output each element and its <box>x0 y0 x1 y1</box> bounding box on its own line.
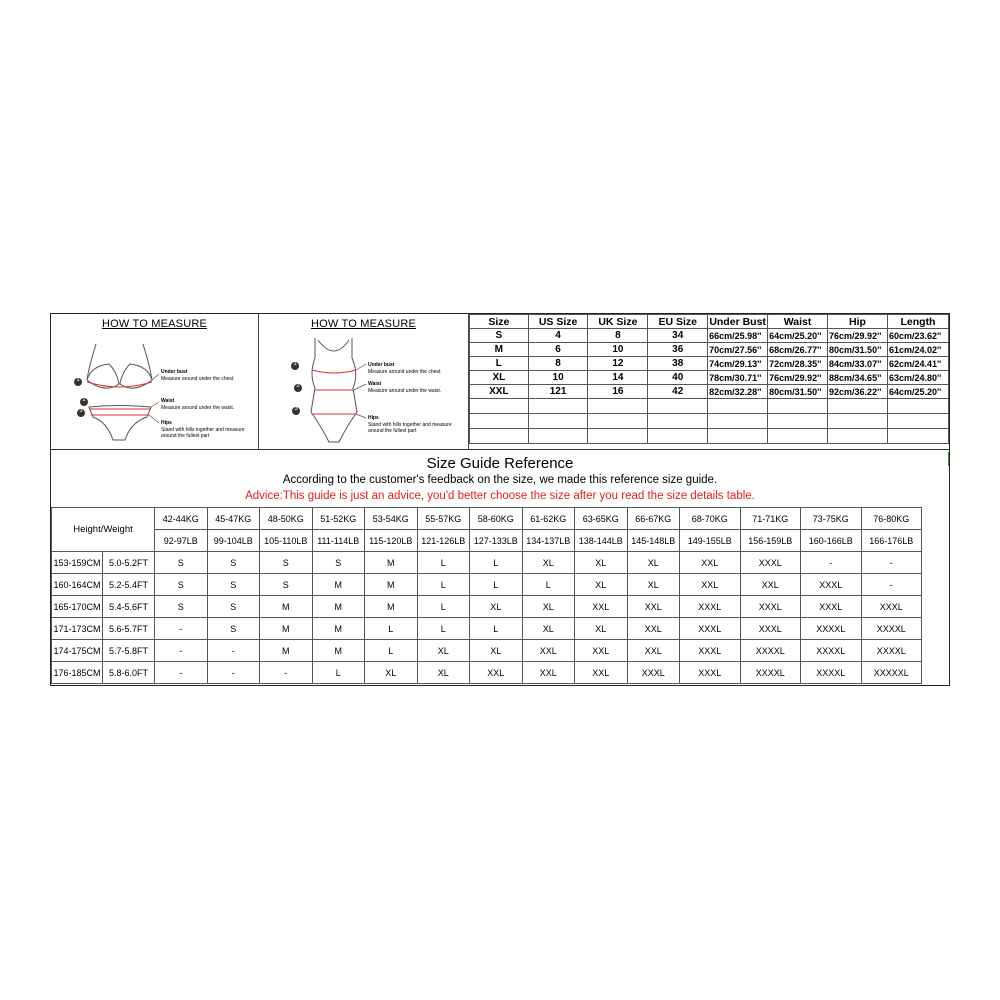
header-eu-size: EU Size <box>648 315 708 329</box>
weight-kg-cell: 68-70KG <box>680 508 741 530</box>
recommended-size-cell: L <box>417 574 470 596</box>
recommended-size-cell: XXL <box>575 640 628 662</box>
size-chart-cell: 88cm/34.65'' <box>828 371 888 385</box>
step-1-number: 1 <box>293 361 297 367</box>
recommended-size-cell: M <box>312 618 365 640</box>
size-chart-cell: 66cm/25.98'' <box>708 329 768 343</box>
size-chart-cell <box>708 399 768 414</box>
step-3-number: 3 <box>79 408 83 414</box>
weight-kg-cell: 51-52KG <box>312 508 365 530</box>
size-chart-cell <box>588 399 648 414</box>
header-hip: Hip <box>828 315 888 329</box>
size-chart-cell <box>648 399 708 414</box>
size-chart-cell <box>588 414 648 429</box>
size-guide-reference <box>51 449 949 507</box>
recommended-size-cell: M <box>312 596 365 618</box>
height-weight-body <box>52 508 922 684</box>
recommended-size-cell: XXXL <box>801 574 862 596</box>
recommended-size-cell: XL <box>575 574 628 596</box>
size-chart-cell: 74cm/29.13'' <box>708 357 768 371</box>
recommended-size-cell: XL <box>522 552 575 574</box>
size-chart-cell <box>470 429 529 444</box>
height-weight-header: Height/Weight <box>52 508 155 552</box>
weight-lb-cell: 160-166LB <box>801 530 862 552</box>
size-chart-cell: 62cm/24.41'' <box>887 357 948 371</box>
recommended-size-cell: M <box>260 640 313 662</box>
recommended-size-cell: XXL <box>575 596 628 618</box>
recommended-size-cell: XXXXL <box>801 640 862 662</box>
size-chart-cell: 6 <box>528 343 588 357</box>
height-cm-cell: 165-170CM <box>52 596 103 618</box>
recommended-size-cell: L <box>470 574 523 596</box>
recommended-size-cell: XL <box>522 596 575 618</box>
recommended-size-cell: L <box>365 618 418 640</box>
recommended-size-cell: - <box>207 662 260 684</box>
step-hips-desc-2: around the fullest part <box>161 433 210 439</box>
size-chart-cell <box>828 414 888 429</box>
recommended-size-cell: - <box>801 552 862 574</box>
recommended-size-cell: XXXL <box>740 552 801 574</box>
recommended-size-cell: L <box>312 662 365 684</box>
recommended-size-cell: XL <box>365 662 418 684</box>
weight-lb-cell: 166-176LB <box>861 530 922 552</box>
weight-lb-cell: 99-104LB <box>207 530 260 552</box>
recommended-size-cell: XXL <box>680 574 741 596</box>
size-chart-cell <box>708 414 768 429</box>
weight-lb-row <box>52 530 922 552</box>
size-chart-cell <box>528 414 588 429</box>
recommended-size-cell: S <box>207 596 260 618</box>
size-chart-row <box>470 371 949 385</box>
weight-lb-cell: 134-137LB <box>522 530 575 552</box>
weight-lb-cell: 111-114LB <box>312 530 365 552</box>
step-waist-name: Waist <box>161 398 175 404</box>
size-chart-cell: 60cm/23.62'' <box>887 329 948 343</box>
recommended-size-cell: S <box>260 574 313 596</box>
recommended-size-cell: XXL <box>470 662 523 684</box>
recommended-size-cell: S <box>207 618 260 640</box>
recommended-size-cell: M <box>365 574 418 596</box>
recommended-size-cell: M <box>365 596 418 618</box>
weight-kg-cell: 63-65KG <box>575 508 628 530</box>
step-hips-desc-2: around the fullest part <box>368 428 417 434</box>
recommended-size-cell: XXXL <box>680 596 741 618</box>
recommended-size-cell: L <box>470 618 523 640</box>
size-chart-cell <box>648 414 708 429</box>
height-ft-cell: 5.7-5.8FT <box>103 640 155 662</box>
height-cm-cell: 153-159CM <box>52 552 103 574</box>
size-chart-cell <box>887 399 948 414</box>
size-chart-cell <box>887 429 948 444</box>
size-chart-cell: 61cm/24.02'' <box>887 343 948 357</box>
recommended-size-cell: XXL <box>575 662 628 684</box>
size-chart-cell: 8 <box>528 357 588 371</box>
size-chart-cell <box>768 429 828 444</box>
recommended-size-cell: XL <box>575 552 628 574</box>
recommended-size-cell: L <box>470 552 523 574</box>
step-hips-desc: Stand with hills together and measure <box>368 422 452 428</box>
recommended-size-cell: S <box>155 574 208 596</box>
recommended-size-cell: XXXL <box>861 596 922 618</box>
size-chart-cell: 76cm/29.92'' <box>828 329 888 343</box>
size-chart-cell: 63cm/24.80'' <box>887 371 948 385</box>
step-waist-desc: Measure around under the waist. <box>161 405 235 411</box>
weight-lb-cell: 115-120LB <box>365 530 418 552</box>
weight-lb-cell: 92-97LB <box>155 530 208 552</box>
height-cm-cell: 160-164CM <box>52 574 103 596</box>
how-to-measure-onepiece-panel <box>259 314 469 449</box>
recommended-size-cell: L <box>522 574 575 596</box>
header-uk-size: UK Size <box>588 315 648 329</box>
recommended-size-cell: L <box>417 618 470 640</box>
onepiece-illustration <box>259 314 469 449</box>
size-chart-row <box>470 385 949 399</box>
panel-title: HOW TO MEASURE <box>310 318 417 330</box>
size-chart-table <box>469 314 949 444</box>
reference-advice: Advice:This guide is just an advice, you'd better choose the size after you read the size details table. <box>245 490 755 502</box>
size-chart-cell: M <box>470 343 529 357</box>
recommended-size-cell: XL <box>470 596 523 618</box>
recommended-size-cell: XL <box>627 552 680 574</box>
size-guide-sheet <box>50 313 950 686</box>
size-chart-cell <box>648 429 708 444</box>
size-chart-cell <box>768 414 828 429</box>
recommended-size-cell: M <box>260 618 313 640</box>
size-chart-empty-row <box>470 399 949 414</box>
recommended-size-cell: XXXXL <box>740 662 801 684</box>
step-underbust-desc: Measure around under the chest. <box>161 376 235 382</box>
recommended-size-cell: XXXL <box>627 662 680 684</box>
step-waist-name: Waist <box>368 381 382 387</box>
weight-kg-cell: 61-62KG <box>522 508 575 530</box>
weight-kg-cell: 66-67KG <box>627 508 680 530</box>
size-chart-cell: 42 <box>648 385 708 399</box>
size-chart-cell: 82cm/32.28'' <box>708 385 768 399</box>
size-chart-row <box>470 357 949 371</box>
recommended-size-cell: - <box>861 574 922 596</box>
size-chart-cell: S <box>470 329 529 343</box>
height-row <box>52 552 922 574</box>
weight-kg-cell: 45-47KG <box>207 508 260 530</box>
panel-title: HOW TO MEASURE <box>101 318 208 330</box>
weight-lb-cell: 149-155LB <box>680 530 741 552</box>
weight-lb-cell: 156-159LB <box>740 530 801 552</box>
height-row <box>52 662 922 684</box>
recommended-size-cell: XXXL <box>801 596 862 618</box>
size-chart-cell: XL <box>470 371 529 385</box>
height-cm-cell: 171-173CM <box>52 618 103 640</box>
recommended-size-cell: - <box>861 552 922 574</box>
height-weight-table <box>51 507 922 684</box>
size-chart-cell: 64cm/25.20'' <box>768 329 828 343</box>
size-chart-cell: 68cm/26.77'' <box>768 343 828 357</box>
size-chart-cell: 80cm/31.50'' <box>768 385 828 399</box>
recommended-size-cell: XL <box>627 574 680 596</box>
size-chart-cell <box>768 399 828 414</box>
header-us-size: US Size <box>528 315 588 329</box>
recommended-size-cell: S <box>260 552 313 574</box>
size-chart-cell <box>470 399 529 414</box>
recommended-size-cell: XXXL <box>680 640 741 662</box>
weight-lb-cell: 121-126LB <box>417 530 470 552</box>
recommended-size-cell: XXXXXL <box>861 662 922 684</box>
size-chart-cell <box>887 414 948 429</box>
size-chart-cell: 72cm/28.35'' <box>768 357 828 371</box>
size-chart-cell: XXL <box>470 385 529 399</box>
height-cm-cell: 174-175CM <box>52 640 103 662</box>
size-chart-header-row <box>470 315 949 329</box>
size-chart-cell: 84cm/33.07'' <box>828 357 888 371</box>
size-chart-cell: 80cm/31.50'' <box>828 343 888 357</box>
size-chart-cell: 92cm/36.22'' <box>828 385 888 399</box>
step-underbust-name: Under bust <box>161 369 188 375</box>
recommended-size-cell: M <box>312 640 365 662</box>
weight-kg-cell: 76-80KG <box>861 508 922 530</box>
size-chart-cell: 76cm/29.92'' <box>768 371 828 385</box>
recommended-size-cell: XL <box>417 662 470 684</box>
size-chart-cell <box>470 414 529 429</box>
size-chart-cell: 78cm/30.71'' <box>708 371 768 385</box>
recommended-size-cell: S <box>155 552 208 574</box>
size-chart-cell: 4 <box>528 329 588 343</box>
recommended-size-cell: XXXXL <box>801 662 862 684</box>
size-chart-empty-row <box>470 429 949 444</box>
step-hips-name: Hips <box>161 420 172 426</box>
recommended-size-cell: XXL <box>680 552 741 574</box>
recommended-size-cell: XXL <box>627 618 680 640</box>
step-underbust-name: Under bust <box>368 362 395 368</box>
size-chart-cell: 38 <box>648 357 708 371</box>
height-ft-cell: 5.4-5.6FT <box>103 596 155 618</box>
size-chart-cell: 36 <box>648 343 708 357</box>
header-size: Size <box>470 315 529 329</box>
step-2-number: 2 <box>82 397 86 403</box>
recommended-size-cell: - <box>155 618 208 640</box>
recommended-size-cell: L <box>365 640 418 662</box>
height-ft-cell: 5.6-5.7FT <box>103 618 155 640</box>
weight-lb-cell: 145-148LB <box>627 530 680 552</box>
height-ft-cell: 5.0-5.2FT <box>103 552 155 574</box>
size-chart-cell: 10 <box>528 371 588 385</box>
reference-description: According to the customer's feedback on the size, we made this reference size guide. <box>282 474 718 486</box>
height-row <box>52 640 922 662</box>
size-chart-cell: 121 <box>528 385 588 399</box>
recommended-size-cell: XXL <box>627 640 680 662</box>
size-chart-cell <box>828 399 888 414</box>
height-ft-cell: 5.2-5.4FT <box>103 574 155 596</box>
size-chart-cell: 10 <box>588 343 648 357</box>
size-chart-body <box>470 329 949 444</box>
height-row <box>52 618 922 640</box>
weight-kg-cell: 48-50KG <box>260 508 313 530</box>
recommended-size-cell: S <box>207 552 260 574</box>
size-chart-empty-row <box>470 414 949 429</box>
recommended-size-cell: M <box>260 596 313 618</box>
recommended-size-cell: - <box>260 662 313 684</box>
weight-lb-cell: 138-144LB <box>575 530 628 552</box>
step-underbust-desc: Measure around under the chest. <box>368 369 442 375</box>
recommended-size-cell: XXL <box>522 662 575 684</box>
step-waist-desc: Measure around under the waist. <box>368 388 442 394</box>
step-3-number: 3 <box>294 406 298 412</box>
size-chart-cell: 8 <box>588 329 648 343</box>
weight-kg-cell: 53-54KG <box>365 508 418 530</box>
recommended-size-cell: XXXL <box>740 618 801 640</box>
weight-kg-cell: 58-60KG <box>470 508 523 530</box>
step-2-number: 2 <box>296 383 300 389</box>
size-chart-cell: 16 <box>588 385 648 399</box>
height-row <box>52 596 922 618</box>
recommended-size-cell: XXXXL <box>861 640 922 662</box>
recommended-size-cell: XXXL <box>740 596 801 618</box>
step-hips-name: Hips <box>368 415 379 421</box>
size-chart-cell: 14 <box>588 371 648 385</box>
recommended-size-cell: XXXXL <box>740 640 801 662</box>
recommended-size-cell: M <box>312 574 365 596</box>
size-chart-cell: L <box>470 357 529 371</box>
recommended-size-cell: XL <box>417 640 470 662</box>
size-chart-cell <box>528 399 588 414</box>
header-waist: Waist <box>768 315 828 329</box>
recommended-size-cell: XXXL <box>680 662 741 684</box>
weight-kg-cell: 71-71KG <box>740 508 801 530</box>
size-chart-cell: 40 <box>648 371 708 385</box>
recommended-size-cell: S <box>207 574 260 596</box>
size-chart-cell <box>528 429 588 444</box>
recommended-size-cell: - <box>155 662 208 684</box>
size-chart-cell <box>588 429 648 444</box>
recommended-size-cell: XXL <box>740 574 801 596</box>
recommended-size-cell: XL <box>470 640 523 662</box>
recommended-size-cell: - <box>155 640 208 662</box>
recommended-size-cell: XXXXL <box>861 618 922 640</box>
step-1-number: 1 <box>76 377 80 383</box>
weight-kg-cell: 42-44KG <box>155 508 208 530</box>
height-ft-cell: 5.8-6.0FT <box>103 662 155 684</box>
size-chart-cell <box>828 429 888 444</box>
header-length: Length <box>887 315 948 329</box>
recommended-size-cell: - <box>207 640 260 662</box>
recommended-size-cell: XL <box>575 618 628 640</box>
size-chart-row <box>470 343 949 357</box>
reference-title: Size Guide Reference <box>426 455 574 472</box>
recommended-size-cell: S <box>155 596 208 618</box>
recommended-size-cell: XXXXL <box>801 618 862 640</box>
recommended-size-cell: XXL <box>627 596 680 618</box>
header-under-bust: Under Bust <box>709 315 766 328</box>
size-chart-cell <box>708 429 768 444</box>
size-chart-cell: 34 <box>648 329 708 343</box>
size-chart-cell: 12 <box>588 357 648 371</box>
weight-kg-cell: 55-57KG <box>417 508 470 530</box>
recommended-size-cell: XXL <box>522 640 575 662</box>
height-row <box>52 574 922 596</box>
weight-lb-cell: 105-110LB <box>260 530 313 552</box>
how-to-measure-bikini-panel <box>51 314 259 449</box>
recommended-size-cell: XXXL <box>680 618 741 640</box>
size-chart-cell: 70cm/27.56'' <box>708 343 768 357</box>
recommended-size-cell: M <box>365 552 418 574</box>
recommended-size-cell: XL <box>522 618 575 640</box>
size-chart-cell: 64cm/25.20'' <box>887 385 948 399</box>
weight-lb-cell: 127-133LB <box>470 530 523 552</box>
weight-kg-row <box>52 508 922 530</box>
recommended-size-cell: L <box>417 552 470 574</box>
weight-kg-cell: 73-75KG <box>801 508 862 530</box>
height-cm-cell: 176-185CM <box>52 662 103 684</box>
recommended-size-cell: S <box>312 552 365 574</box>
size-chart-row <box>470 329 949 343</box>
step-hips-desc: Stand with hills together and measure <box>161 427 245 433</box>
recommended-size-cell: L <box>417 596 470 618</box>
